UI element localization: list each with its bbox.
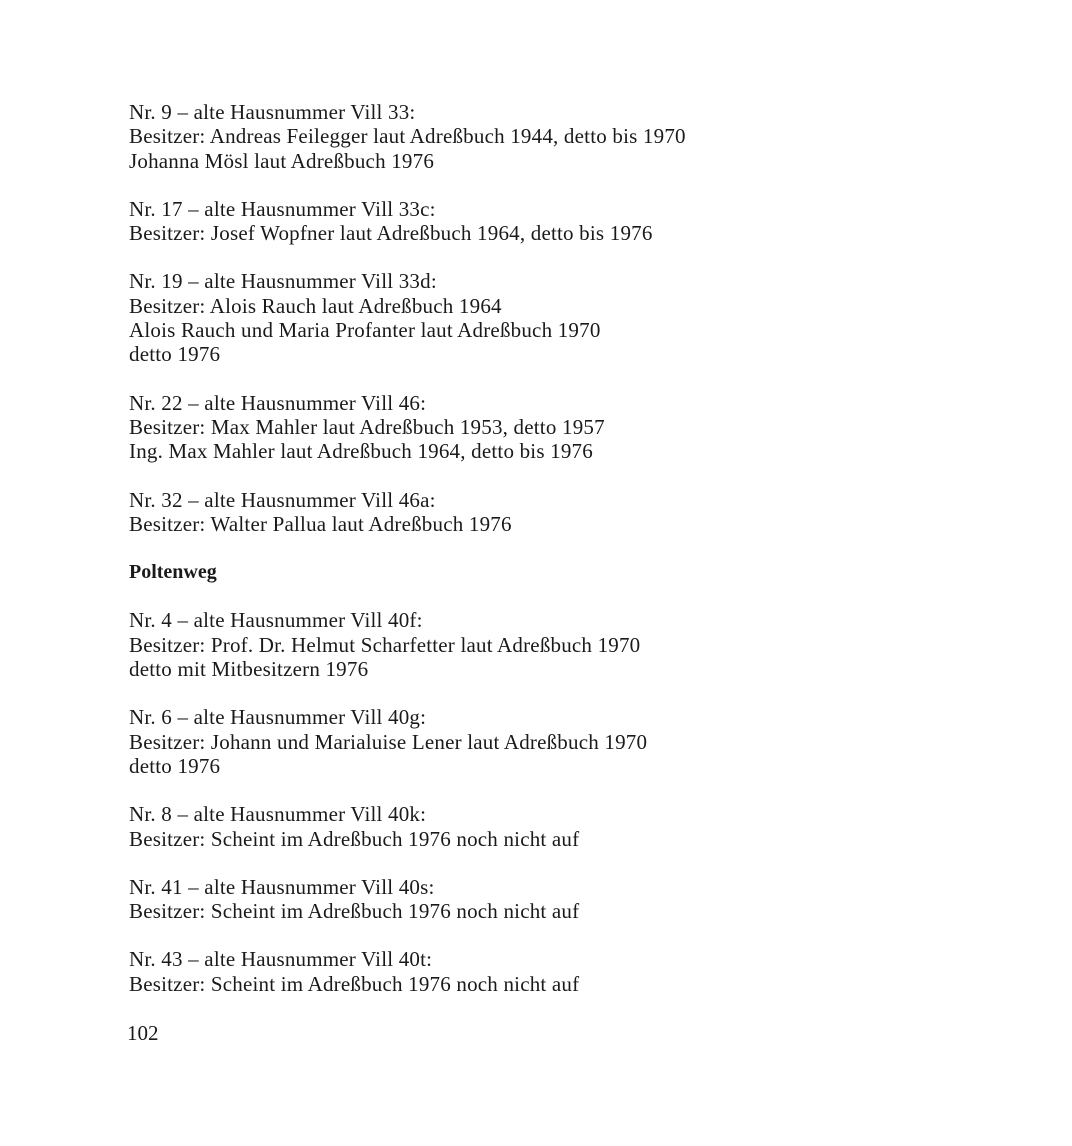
address-entry <box>129 608 1029 681</box>
entry-owner-line: detto mit Mitbesitzern 1976 <box>129 657 369 682</box>
entry-owner-line: Besitzer: Scheint im Adreßbuch 1976 noch nicht auf <box>129 826 580 851</box>
address-entry <box>129 391 1029 464</box>
address-entry <box>129 705 1029 778</box>
entry-owner-line: Besitzer: Johann und Marialuise Lener laut Adreßbuch 1970 <box>129 729 648 754</box>
entry-title: Nr. 32 – alte Hausnummer Vill 46a: <box>129 487 436 512</box>
entry-owner-line: Besitzer: Alois Rauch laut Adreßbuch 1964 <box>129 293 502 318</box>
entry-title: Nr. 17 – alte Hausnummer Vill 33c: <box>129 196 436 221</box>
address-entry <box>129 100 1029 173</box>
entry-owner-line: Besitzer: Andreas Feilegger laut Adreßbuch 1944, detto bis 1970 <box>129 124 686 149</box>
entry-title: Nr. 19 – alte Hausnummer Vill 33d: <box>129 269 437 294</box>
entry-title: Nr. 4 – alte Hausnummer Vill 40f: <box>129 608 423 633</box>
address-entry <box>129 947 1029 996</box>
entry-title: Nr. 6 – alte Hausnummer Vill 40g: <box>129 705 427 730</box>
address-entry <box>129 488 1029 537</box>
entry-title: Nr. 9 – alte Hausnummer Vill 33: <box>129 100 416 124</box>
page-body <box>129 100 1029 1020</box>
entry-owner-line: Johanna Mösl laut Adreßbuch 1976 <box>129 148 435 173</box>
page-number: 102 <box>127 1021 159 1045</box>
entry-owner-line: Besitzer: Scheint im Adreßbuch 1976 noch nicht auf <box>129 971 580 996</box>
entry-owner-line: Ing. Max Mahler laut Adreßbuch 1964, detto bis 1976 <box>129 439 593 464</box>
section-heading: Poltenweg <box>129 561 217 584</box>
entry-owner-line: Besitzer: Walter Pallua laut Adreßbuch 1976 <box>129 511 512 536</box>
entry-title: Nr. 43 – alte Hausnummer Vill 40t: <box>129 947 433 972</box>
address-entry <box>129 269 1029 366</box>
entry-owner-line: Alois Rauch und Maria Profanter laut Adreßbuch 1970 <box>129 318 601 343</box>
entry-owner-line: detto 1976 <box>129 753 221 778</box>
entry-owner-line: Besitzer: Prof. Dr. Helmut Scharfetter laut Adreßbuch 1970 <box>129 632 641 657</box>
entry-owner-line: Besitzer: Max Mahler laut Adreßbuch 1953, detto 1957 <box>129 414 605 439</box>
entry-title: Nr. 22 – alte Hausnummer Vill 46: <box>129 390 427 415</box>
entry-owner-line: Besitzer: Josef Wopfner laut Adreßbuch 1964, detto bis 1976 <box>129 221 653 246</box>
address-entry <box>129 197 1029 246</box>
address-entry <box>129 802 1029 851</box>
entry-title: Nr. 8 – alte Hausnummer Vill 40k: <box>129 802 427 827</box>
entry-owner-line: Besitzer: Scheint im Adreßbuch 1976 noch nicht auf <box>129 899 580 924</box>
address-entry <box>129 875 1029 924</box>
entry-owner-line: detto 1976 <box>129 342 221 367</box>
entry-title: Nr. 41 – alte Hausnummer Vill 40s: <box>129 874 435 899</box>
